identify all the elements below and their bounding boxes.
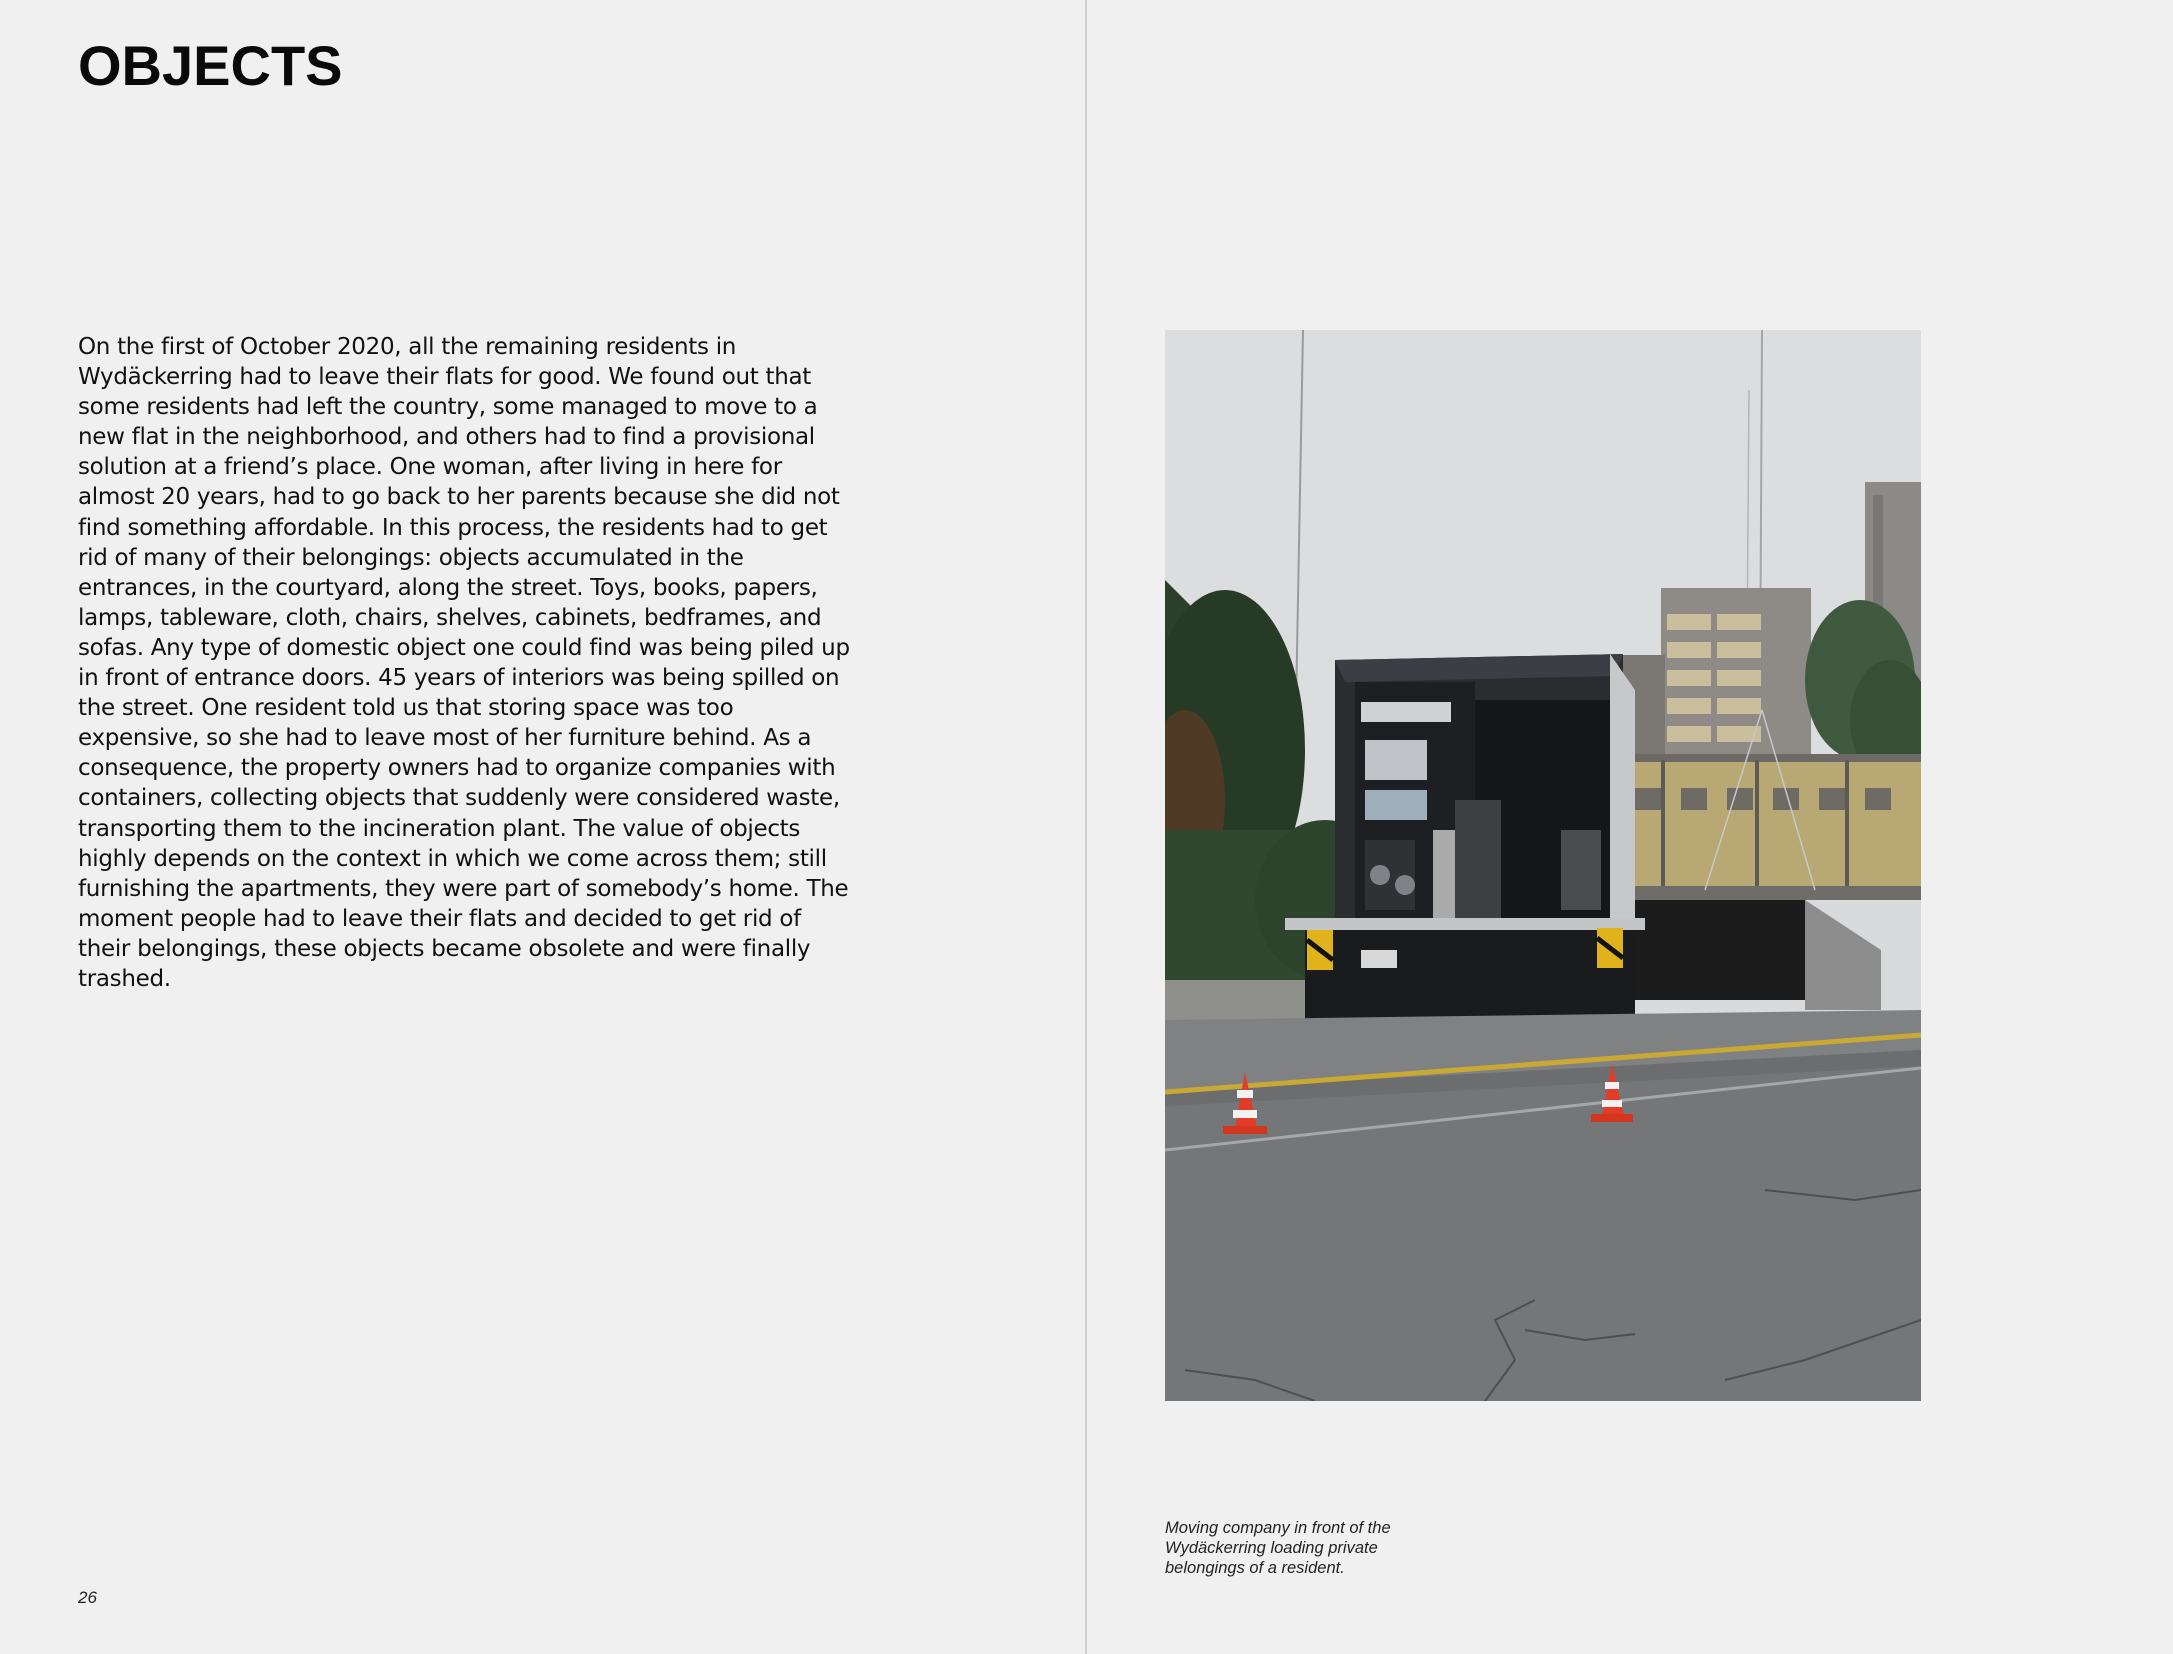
moving-truck-photo: [1165, 330, 1921, 1401]
page-number: 26: [78, 1588, 97, 1607]
left-page: [0, 0, 1085, 1654]
body-paragraph: On the first of October 2020, all the remaining residents in Wydäckerring had to leave their flats for good. We found out that some residents had left the country, some managed to move to a new flat in the neighborhood, and others had to find a provisional solution at a friend’s place. One woman, after living in here for almost 20 years, had to go back to her parents because she did not find something affordable. In this process, the residents had to get rid of many of their belongings: objects accumulated in the entrances, in the courtyard, along the street. Toys, books, papers, lamps, tableware, cloth, chairs, shelves, cabinets, bedframes, and sofas. Any type of domestic object one could find was being piled up in front of entrance doors. 45 years of interiors was being spilled on the street. One resident told us that storing space was too expensive, so she had to leave most of her furniture behind. As a consequence, the property owners had to organize companies with containers, collecting objects that suddenly were considered waste, transporting them to the incineration plant. The value of objects highly depends on the context in which we come across them; still furnishing the apartments, they were part of somebody’s home. The moment people had to leave their flats and decided to get rid of their belongings, these objects became obsolete and were finally trashed.: [78, 334, 850, 992]
page-title: OBJECTS: [78, 34, 343, 97]
photo-caption: Moving company in front of the Wydäckerring loading private belongings of a resident.: [1165, 1519, 1391, 1577]
